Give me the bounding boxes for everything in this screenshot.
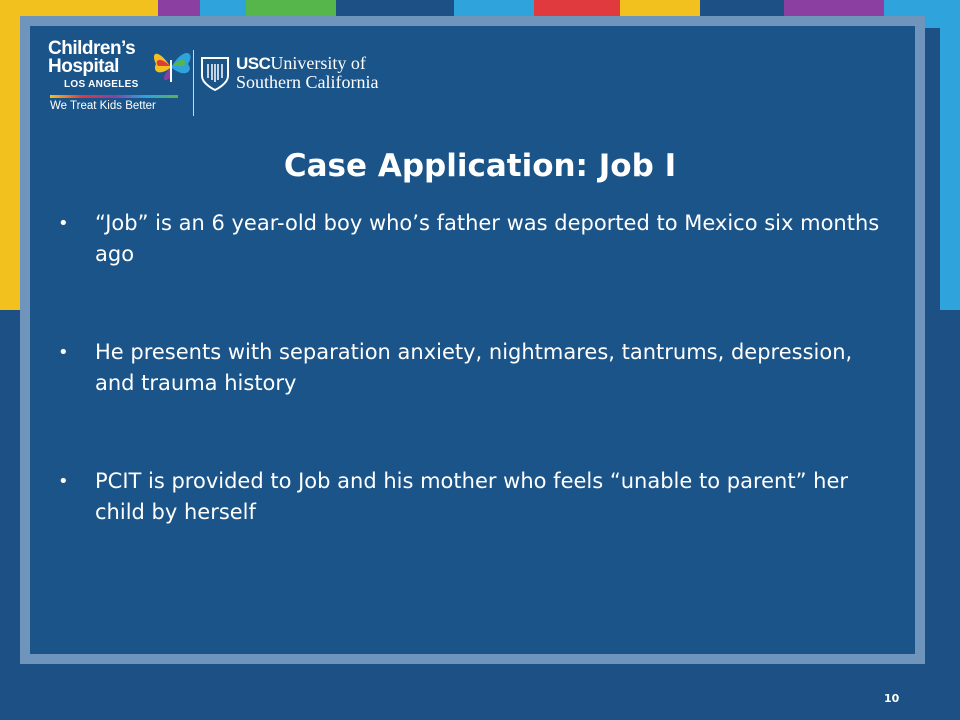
chla-name-line1: Children’s: [48, 38, 136, 59]
logo-divider: [193, 50, 194, 116]
bullet-text: He presents with separation anxiety, nightmares, tantrums, depression, and trauma history: [95, 340, 853, 395]
usc-name-line1: [236, 54, 366, 73]
bullet-item: [54, 466, 894, 528]
chla-location: LOS ANGELES: [64, 79, 139, 90]
usc-logo: [200, 54, 390, 94]
usc-abbrev: USC: [236, 54, 271, 73]
chla-name-line2: Hospital: [48, 56, 119, 77]
bullet-list: [54, 208, 894, 528]
usc-line1-rest: University of: [270, 53, 366, 73]
bullet-text: PCIT is provided to Job and his mother who feels “unable to parent” her child by herself: [95, 469, 848, 524]
usc-name-line2: Southern California: [236, 72, 379, 92]
usc-seal-icon: [200, 56, 230, 92]
bullet-marker: •: [58, 213, 69, 234]
bullet-marker: •: [58, 342, 69, 363]
slide-title: Case Application: Job I: [283, 148, 677, 184]
bullet-item: [54, 208, 894, 270]
chla-rainbow-rule: [50, 95, 178, 98]
chla-logo: [48, 40, 198, 120]
bullet-marker: •: [58, 471, 69, 492]
bullet-item: [54, 337, 894, 399]
butterfly-logo-icon: [148, 42, 196, 90]
bullet-text: “Job” is an 6 year-old boy who’s father was deported to Mexico six months ago: [95, 211, 880, 266]
page-number: 10: [884, 692, 900, 705]
chla-tagline: We Treat Kids Better: [50, 100, 156, 112]
chla-name: [48, 40, 135, 76]
